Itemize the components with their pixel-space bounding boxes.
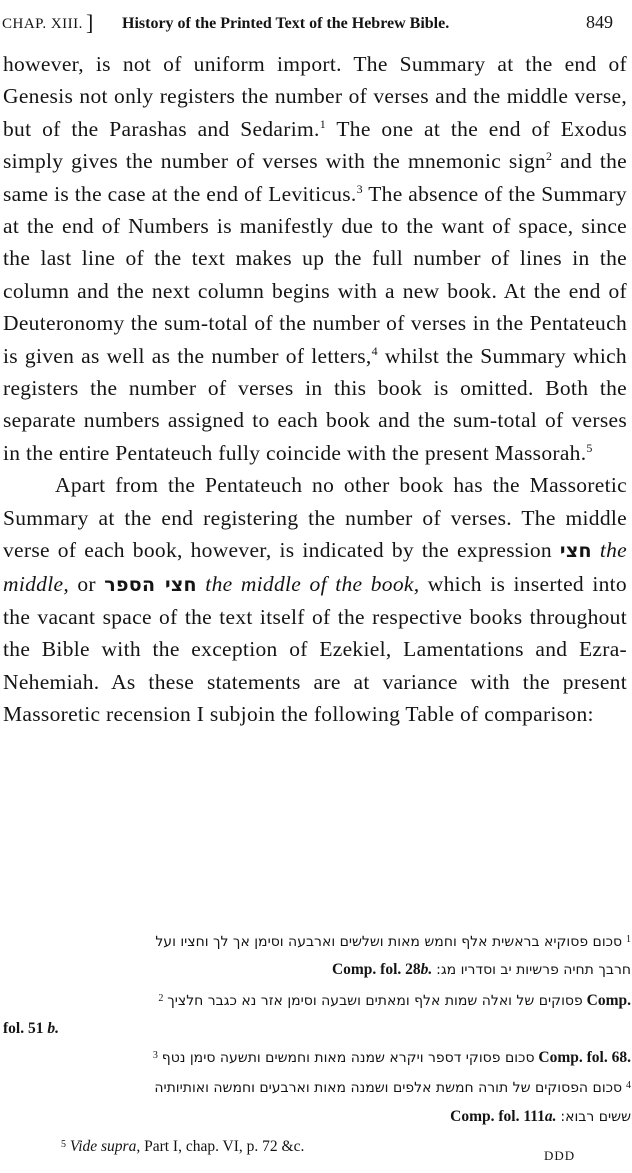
footnote-number: 5 [61, 1139, 66, 1151]
text-run: The absence of the Summary at the end of Numbers is manifestly due to the want of space, since the last line of the text makes up the full number of lines in the column and the next column begins with a new book. At the end of Deuteronomy the sum-total of the number of verses in the Pentateuch is given as well as the number of letters, [3, 181, 627, 368]
chapter-label: CHAP. XIII. [2, 16, 83, 32]
text-run: which is inserted into the vacant space of the text itself of the respective books throughout the Bible with the exception of Ezekiel, Lamentations and Ezra-Nehemiah. As these statements are at variance with the present Massoretic recension I subjoin the following Table of comparison: [3, 571, 627, 727]
footnote-2 [3, 985, 631, 1015]
footnote-number: 1 [626, 934, 631, 945]
comp-ref: Comp. [586, 991, 631, 1009]
comp-ref: fol. 51 [3, 1019, 44, 1037]
footnote-ref-4: 4 [371, 343, 378, 358]
footnote-text: Part I, chap. VI, p. 72 &c. [140, 1138, 305, 1156]
text-run: or [69, 571, 105, 596]
footnote-1 [3, 926, 631, 956]
footnote-3 [3, 1042, 631, 1072]
footnote-ref-5: 5 [586, 440, 593, 455]
footnote-2-cont [3, 1015, 631, 1042]
running-header [0, 6, 632, 40]
footnote-hebrew: סכום פסוקי דספר ויקרא שמנה מאות וחמשים ותשעה סימן נטף [161, 1050, 535, 1067]
main-text [3, 48, 627, 731]
footnote-hebrew: סכום פסוקיא בראשית אלף וחמש מאות ושלשים וארבעה וסימן אך לך וחציו ועל [155, 934, 623, 950]
page-number: 849 [586, 12, 613, 32]
footnote-ref-3: 3 [356, 181, 363, 196]
italic-gloss: the middle, [3, 538, 627, 596]
footnote-4 [3, 1072, 631, 1102]
text-run: and the same is the case at the end of Leviticus. [3, 149, 627, 206]
italic-gloss: the middle of the book, [205, 571, 420, 596]
text-run: Apart from the Pentateuch no other book has the Massoretic Summary at the end registering the number of verses. The middle verse of each book, however, is indicated by the expression [3, 473, 627, 563]
comp-ref: Comp. fol. 68. [538, 1049, 631, 1067]
footnote-4-cont [3, 1103, 631, 1131]
paragraph-1 [3, 48, 627, 469]
footnote-1-cont [3, 956, 631, 984]
text-run: however, is not of uniform import. The Summary at the end of Genesis not only registers the number of verses and the middle verse, but of the Parashas and Sedarim. [3, 52, 627, 141]
running-title: History of the Printed Text of the Hebrew Bible. [122, 15, 450, 32]
footnote-number: 3 [152, 1050, 158, 1062]
space [592, 538, 600, 562]
comp-ref-italic: b. [47, 1019, 59, 1037]
footnote-italic: Vide supra, [69, 1138, 141, 1156]
footnote-number: 4 [626, 1080, 631, 1092]
header-bracket: ] [86, 10, 94, 35]
comp-ref: Comp. fol. 28 [331, 961, 421, 979]
footnote-ref-2: 2 [545, 149, 553, 164]
text-run: The one at the end of Exodus simply gives the number of verses with the mnemonic sign [3, 116, 628, 174]
footnotes [3, 926, 631, 1160]
footnote-5 [3, 1131, 631, 1160]
hebrew-term-middle: חצי [559, 540, 592, 563]
footnote-hebrew: חרבך תחיה פרשיות יב וסדריו מג: [436, 962, 631, 979]
footnote-number: 2 [158, 992, 164, 1004]
footnote-hebrew: סכום הפסוקים של תורה חמשת אלפים ושמנה מאות וארבעים וחמשה ואותיותיה [154, 1080, 623, 1097]
hebrew-term-middle-of-book: חצי הספר [104, 573, 197, 596]
footnote-ref-1: 1 [319, 116, 326, 131]
footnote-hebrew: ששים רבוא: [560, 1108, 631, 1125]
comp-ref: Comp. fol. 111 [450, 1107, 545, 1125]
paragraph-2 [3, 469, 627, 730]
text-run: whilst the Summary which registers the number of verses in this book is omitted. Both the separate numbers assigned to each book and the sum-total of verses in the entire Pentateuch fully coincide with the present Massorah. [3, 343, 627, 465]
footnote-reference [450, 1108, 556, 1125]
footnote-reference [332, 961, 432, 978]
comp-ref-italic: b. [420, 961, 433, 979]
comp-ref-italic: a. [544, 1107, 557, 1125]
signature-mark: DDD [544, 1148, 576, 1163]
footnote-hebrew: פסוקים של ואלה שמות אלף ומאתים ושבעה וסימן אזר נא כגבר חלציך [167, 992, 583, 1009]
